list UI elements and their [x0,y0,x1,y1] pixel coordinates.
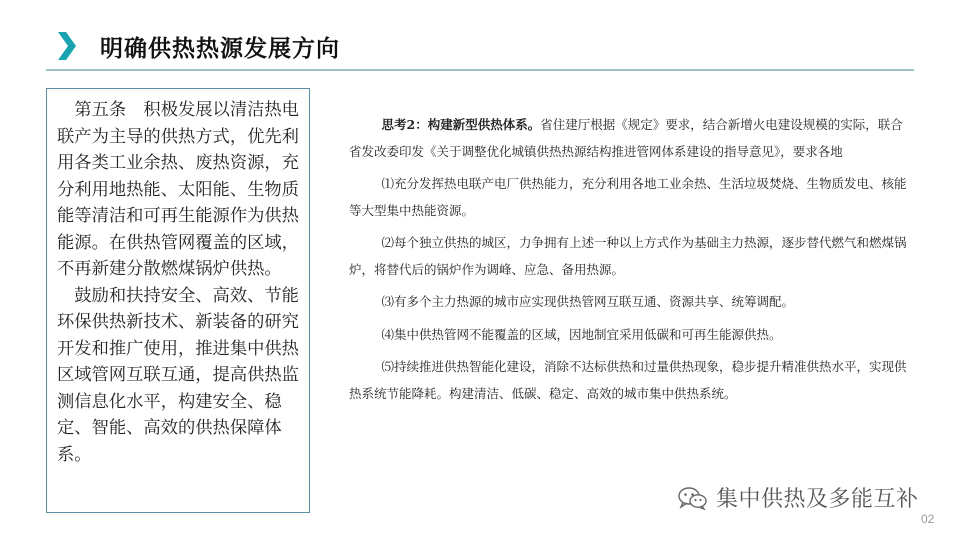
watermark [678,482,919,513]
thinking-lead: 思考2：构建新型供热体系。 [381,117,541,132]
title-divider [46,69,914,71]
thinking-intro [349,112,907,165]
thinking-item: ⑷集中供热管网不能覆盖的区域，因地制宜采用低碳和可再生能源供热。 [381,326,782,342]
chevron-right-icon [56,30,78,62]
thinking-section [349,112,907,407]
page-number: 02 [921,512,935,526]
article-paragraph: 第五条 积极发展以清洁热电联产为主导的供热方式，优先利用各类工业余热、废热资源，充分利用地热能、太阳能、生物质能等清洁和可再生能源作为供热能源。在供热管网覆盖的区域，不再新建分散燃煤锅炉供热。 [57,100,299,279]
thinking-item: ⑴充分发挥热电联产电厂供热能力，充分利用各地工业余热、生活垃圾焚烧、生物质发电、核能等大型集中热能资源。 [349,176,907,218]
wechat-icon [678,486,708,510]
article-box [46,88,310,513]
thinking-item: ⑶有多个主力热源的城市应实现供热管网互联互通、资源共享、统筹调配。 [381,294,795,309]
thinking-item: ⑸持续推进供热智能化建设，消除不达标供热和过量供热现象，稳步提升精准供热水平，实现供热系统节能降耗。构建清洁、低碳、稳定、高效的城市集中供热系统。 [349,359,907,401]
article-paragraph: 鼓励和扶持安全、高效、节能环保供热新技术、新装备的研究开发和推广使用，推进集中供热区域管网互联互通，提高供热监测信息化水平，构建安全、稳定、智能、高效的供热保障体系。 [57,285,299,465]
watermark-text: 集中供热及多能互补 [716,487,919,512]
page-title: 明确供热热源发展方向 [100,36,340,62]
thinking-item: ⑵每个独立供热的城区，力争拥有上述一种以上方式作为基础主力热源，逐步替代燃气和燃煤锅炉，将替代后的锅炉作为调峰、应急、备用热源。 [349,235,907,277]
thinking-intro-text: 省住建厅根据《规定》要求，结合新增火电建设规模的实际，联合省发改委印发《关于调整优化城镇供热热源结构推进管网体系建设的指导意见》，要求各地 [349,117,903,159]
